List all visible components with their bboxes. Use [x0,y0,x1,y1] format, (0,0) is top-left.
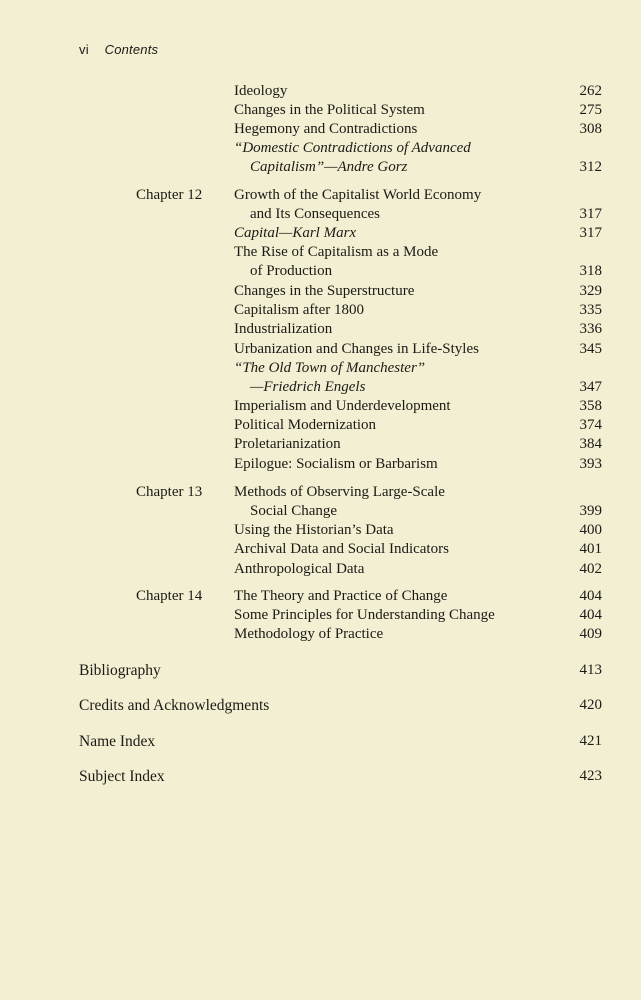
chapter-label: Chapter 14 [136,588,203,604]
toc-entry-text: Using the Historian’s Data [234,522,394,538]
toc-entry-text: The Theory and Practice of Change [234,588,448,604]
toc-entry-text: Urbanization and Changes in Life-Styles [234,341,479,357]
toc-entry-page: 336 [579,321,602,337]
toc-entry-text: Capitalism”—Andre Gorz [250,159,408,175]
running-head-page-number: vi [79,42,89,57]
toc-entry-text: Methodology of Practice [234,626,384,642]
toc-entry-page: 358 [579,398,602,414]
toc-entry-text: of Production [250,263,333,279]
toc-entry-text: Growth of the Capitalist World Economy [234,187,482,203]
toc-entry-text: Archival Data and Social Indicators [234,541,449,557]
toc-backmatter-text: Bibliography [79,662,161,679]
running-head-title: Contents [104,42,159,57]
toc-entry-text: Some Principles for Understanding Change [234,607,495,623]
toc-backmatter-text: Credits and Acknowledgments [79,697,270,714]
toc-entry-text: Imperialism and Underdevelopment [234,398,451,414]
toc-entry-text: and Its Consequences [250,206,380,222]
toc-entry-text: Ideology [234,83,288,99]
toc-entry-page: 402 [579,561,602,577]
toc-entry-page: 399 [579,503,602,519]
toc-entry-page: 409 [579,626,602,642]
chapter-label: Chapter 13 [136,484,203,500]
toc-entry-page: 317 [579,206,602,222]
toc-entry-page: 262 [579,83,602,99]
toc-entry-text: Political Modernization [234,417,377,433]
toc-entry-page: 312 [579,159,602,175]
toc-entry-text: Industrialization [234,321,333,337]
toc-entry-page: 308 [579,121,602,137]
toc-entry-text: The Rise of Capitalism as a Mode [234,244,439,260]
toc-entry-page: 275 [579,102,602,118]
toc-entry-page: 318 [579,263,602,279]
toc-entry-page: 329 [579,283,602,299]
toc-entry-page: 335 [579,302,602,318]
toc-entry-page: 347 [579,379,602,395]
toc-entry-text: Social Change [250,503,338,519]
toc-entry-page: 421 [579,733,602,749]
toc-entry-page: 420 [579,697,602,713]
toc-entry-text: —Friedrich Engels [250,379,366,395]
chapter-label: Chapter 12 [136,187,203,203]
toc-entry-text: Methods of Observing Large-Scale [234,484,445,500]
toc-entry-text: “Domestic Contradictions of Advanced [234,140,471,156]
toc-entry-text: Changes in the Superstructure [234,283,415,299]
toc-entry-text: Changes in the Political System [234,102,425,118]
toc-entry-page: 401 [579,541,602,557]
toc-entry-page: 345 [579,341,602,357]
toc-entry-text: Epilogue: Socialism or Barbarism [234,456,438,472]
toc-entry-page: 404 [579,607,602,623]
toc-entry-text: Capital—Karl Marx [234,225,357,241]
running-head [79,42,158,57]
toc-entry-text: Proletarianization [234,436,341,452]
toc-entry-page: 413 [579,662,602,678]
toc-entry-page: 317 [579,225,602,241]
toc-entry-text: Anthropological Data [234,561,365,577]
toc-entry-text: Capitalism after 1800 [234,302,364,318]
toc-entry-page: 384 [579,436,602,452]
toc-entry-text: “The Old Town of Manchester” [234,360,426,376]
toc-entry-text: Hegemony and Contradictions [234,121,418,137]
toc-backmatter-text: Subject Index [79,768,165,785]
toc-backmatter-text: Name Index [79,733,156,750]
toc-entry-page: 423 [579,768,602,784]
toc-entry-page: 393 [579,456,602,472]
toc-entry-page: 374 [579,417,602,433]
toc-entry-page: 404 [579,588,602,604]
toc-entry-page: 400 [579,522,602,538]
